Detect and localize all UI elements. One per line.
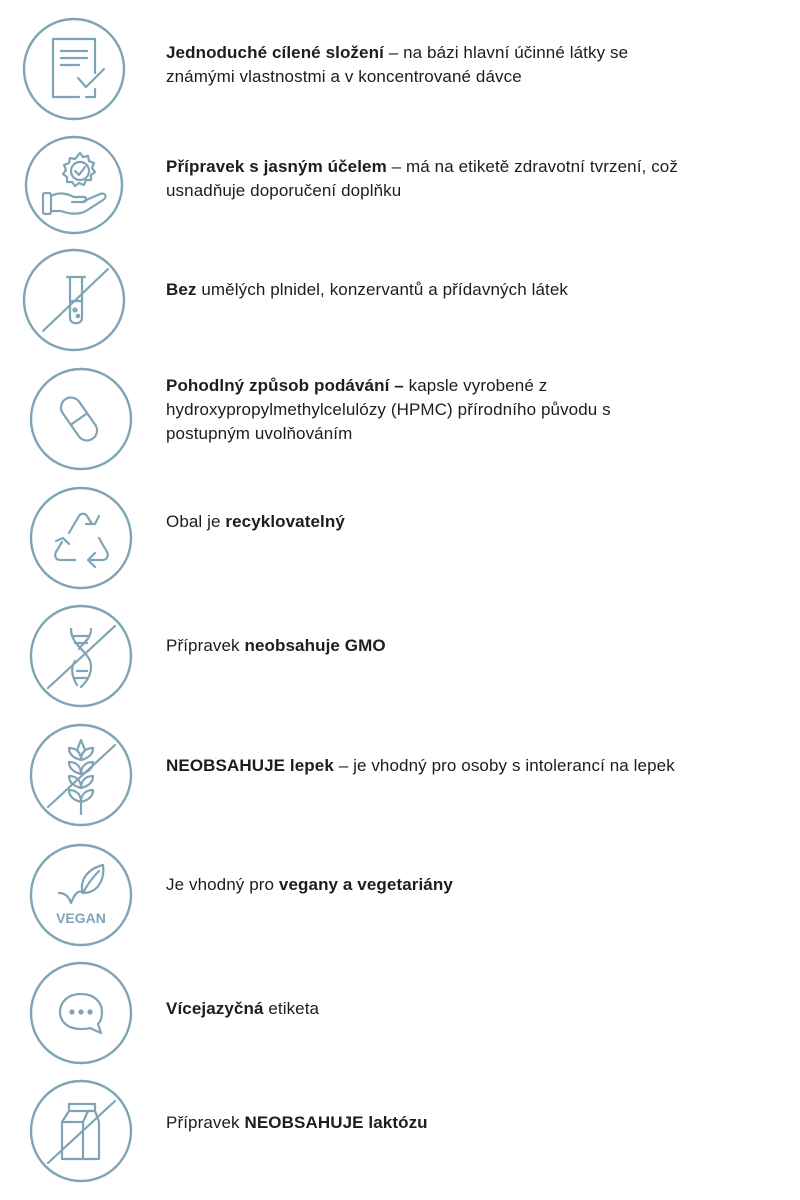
hand-badge-icon xyxy=(24,135,128,239)
feature-item xyxy=(0,133,800,243)
feature-bold: vegany a vegetariány xyxy=(278,875,453,894)
feature-text xyxy=(166,510,686,534)
feature-text xyxy=(166,873,686,897)
feature-lead: Obal je xyxy=(166,512,226,531)
feature-text xyxy=(166,1111,686,1135)
feature-lead: Přípravek xyxy=(166,636,245,655)
no-milk-carton-icon xyxy=(29,1080,133,1184)
feature-bold: Bez xyxy=(166,280,197,299)
capsule-icon xyxy=(29,367,133,471)
feature-rest: – má na etiketě zdravotní tvrzení, což usnadňuje doporučení doplňku xyxy=(166,157,678,200)
feature-item xyxy=(0,15,800,125)
feature-bold: Vícejazyčná xyxy=(166,999,264,1018)
feature-item xyxy=(0,1078,800,1188)
feature-rest: umělých plnidel, konzervantů a přídavných látek xyxy=(196,280,568,299)
feature-item xyxy=(0,603,800,713)
no-test-tube-icon xyxy=(22,249,126,353)
feature-lead: Je vhodný pro xyxy=(166,875,279,894)
feature-item xyxy=(0,722,800,832)
no-wheat-icon xyxy=(29,724,133,828)
document-check-icon xyxy=(22,17,126,121)
feature-bold: Jednoduché cílené složení xyxy=(166,43,384,62)
feature-rest: – na bázi hlavní účinné látky se známými vlastnostmi a v koncentrované dávce xyxy=(166,43,629,86)
feature-bold: NEOBSAHUJE lepek xyxy=(166,756,334,775)
feature-bold: neobsahuje GMO xyxy=(244,636,386,655)
feature-text xyxy=(166,997,686,1021)
feature-bold: NEOBSAHUJE laktózu xyxy=(244,1113,428,1132)
feature-text xyxy=(166,155,686,203)
feature-item xyxy=(0,960,800,1070)
feature-item xyxy=(0,365,800,475)
feature-text xyxy=(166,374,686,446)
recycle-icon xyxy=(29,486,133,590)
feature-bold: Pohodlný způsob podávání – xyxy=(166,376,404,395)
vegan-label: VEGAN xyxy=(56,910,106,926)
speech-bubble-icon xyxy=(29,962,133,1066)
feature-text xyxy=(166,754,686,778)
feature-item xyxy=(0,484,800,594)
feature-bold: recyklovatelný xyxy=(225,512,345,531)
feature-rest: kapsle vyrobené z hydroxypropylmethylcelulózy (HPMC) přírodního původu s postupným uvolňováním xyxy=(166,376,611,443)
feature-item xyxy=(0,841,800,951)
no-dna-icon xyxy=(29,605,133,709)
feature-item xyxy=(0,247,800,357)
feature-lead: Přípravek xyxy=(166,1113,245,1132)
feature-rest: etiketa xyxy=(263,999,320,1018)
feature-text xyxy=(166,41,686,89)
feature-bold: Přípravek s jasným účelem xyxy=(166,157,387,176)
vegan-leaf-icon xyxy=(29,843,133,947)
feature-text xyxy=(166,278,686,302)
feature-rest: – je vhodný pro osoby s intolerancí na lepek xyxy=(333,756,675,775)
feature-text xyxy=(166,634,686,658)
